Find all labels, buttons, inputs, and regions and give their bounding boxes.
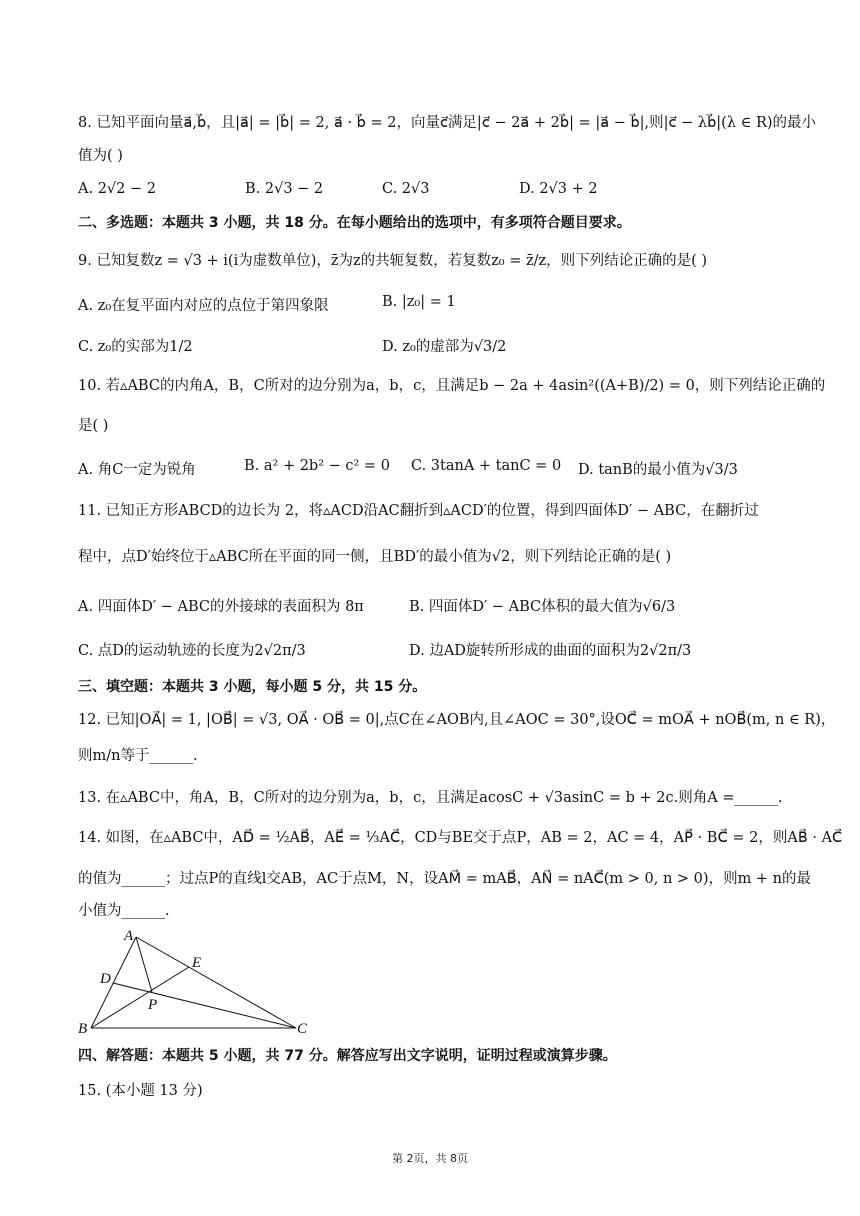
- q8-option-b: B. 2√3 − 2: [245, 181, 324, 197]
- triangle-figure: [70, 920, 320, 1040]
- q12-stem-cont: 则m/n等于______.: [78, 748, 198, 764]
- label-e: E: [192, 955, 202, 971]
- q10-stem: 10. 若▵ABC的内角A，B，C所对的边分别为a，b，c，且满足b − 2a + 4asin²((A+B)/2) = 0，则下列结论正确的: [78, 378, 826, 394]
- q10-option-c: C. 3tanA + tanC = 0: [411, 458, 562, 474]
- label-c: C: [297, 1021, 308, 1037]
- q10-stem-cont: 是( ): [78, 418, 109, 434]
- label-d: D: [100, 971, 111, 987]
- q11-option-b: B. 四面体D′ − ABC体积的最大值为√6/3: [409, 599, 676, 615]
- page-footer: 第 2页，共 8页: [392, 1152, 468, 1165]
- q8-stem-cont: 值为( ): [78, 148, 123, 164]
- section-heading-multiple-choice: 二、多选题：本题共 3 小题，共 18 分。在每小题给出的选项中，有多项符合题目要求。: [78, 215, 631, 231]
- label-p: P: [148, 997, 158, 1013]
- q9-stem: 9. 已知复数z = √3 + i(i为虚数单位)，z̄为z的共轭复数，若复数z₀ = z̄/z，则下列结论正确的是( ): [78, 253, 708, 269]
- q10-option-d: D. tanB的最小值为√3/3: [578, 462, 738, 478]
- q9-option-c: C. z₀的实部为1/2: [78, 339, 193, 355]
- q8-stem: 8. 已知平面向量a⃗,b⃗，且|a⃗| = |b⃗| = 2, a⃗ · b⃗ = 2，向量c⃗满足|c⃗ − 2a⃗ + 2b⃗| = |a⃗ − b⃗|,则|c⃗ − λb⃗|(λ ∈ R)的最小: [78, 115, 817, 131]
- section-heading-fill-in: 三、填空题：本题共 3 小题，每小题 5 分，共 15 分。: [78, 679, 427, 695]
- q9-option-d: D. z₀的虚部为√3/2: [382, 339, 507, 355]
- label-b: B: [78, 1021, 88, 1037]
- q10-option-a: A. 角C一定为锐角: [78, 462, 196, 478]
- q14-stem: 14. 如图，在▵ABC中，AD⃗ = ½AB⃗，AE⃗ = ⅓AC⃗，CD与BE交于点P，AB = 2，AC = 4，AP⃗ · BC⃗ = 2，则AB⃗ · AC⃗: [78, 830, 843, 846]
- q13-stem: 13. 在▵ABC中，角A，B，C所对的边分别为a，b，c，且满足acosC + √3asinC = b + 2c.则角A =______.: [78, 790, 783, 806]
- q11-option-c: C. 点D的运动轨迹的长度为2√2π/3: [78, 643, 306, 659]
- label-a: A: [124, 928, 134, 944]
- section-heading-answers: 四、解答题：本题共 5 小题，共 77 分。解答应写出文字说明，证明过程或演算步骤。: [78, 1048, 617, 1064]
- q14-stem-cont2: 小值为______.: [78, 903, 170, 919]
- q10-option-b: B. a² + 2b² − c² = 0: [244, 458, 390, 474]
- q8-option-c: C. 2√3: [382, 181, 430, 197]
- q11-stem-cont: 程中，点D′始终位于▵ABC所在平面的同一侧，且BD′的最小值为√2，则下列结论正确的是( ): [78, 549, 672, 565]
- q8-option-a: A. 2√2 − 2: [78, 181, 156, 197]
- q14-stem-cont: 的值为______；过点P的直线l交AB，AC于点M，N，设AM⃗ = mAB⃗，AN⃗ = nAC⃗(m > 0, n > 0)，则m + n的最: [78, 871, 812, 887]
- q11-option-a: A. 四面体D′ − ABC的外接球的表面积为 8π: [78, 599, 364, 615]
- q11-stem: 11. 已知正方形ABCD的边长为 2，将▵ACD沿AC翻折到▵ACD′的位置，得到四面体D′ − ABC，在翻折过: [78, 503, 759, 519]
- q9-option-b: B. |z₀| = 1: [382, 294, 456, 310]
- q12-stem: 12. 已知|OA⃗| = 1, |OB⃗| = √3, OA⃗ · OB⃗ = 0|,点C在∠AOB内,且∠AOC = 30°,设OC⃗ = mOA⃗ + nOB⃗(m, n ∈ R)，: [78, 712, 836, 728]
- q11-option-d: D. 边AD旋转所形成的曲面的面积为2√2π/3: [409, 643, 692, 659]
- q15-stem: 15. (本小题 13 分): [78, 1083, 203, 1099]
- q8-option-d: D. 2√3 + 2: [519, 181, 598, 197]
- q9-option-a: A. z₀在复平面内对应的点位于第四象限: [78, 298, 329, 314]
- segment-ac: [136, 937, 296, 1028]
- segment-dc: [113, 983, 296, 1028]
